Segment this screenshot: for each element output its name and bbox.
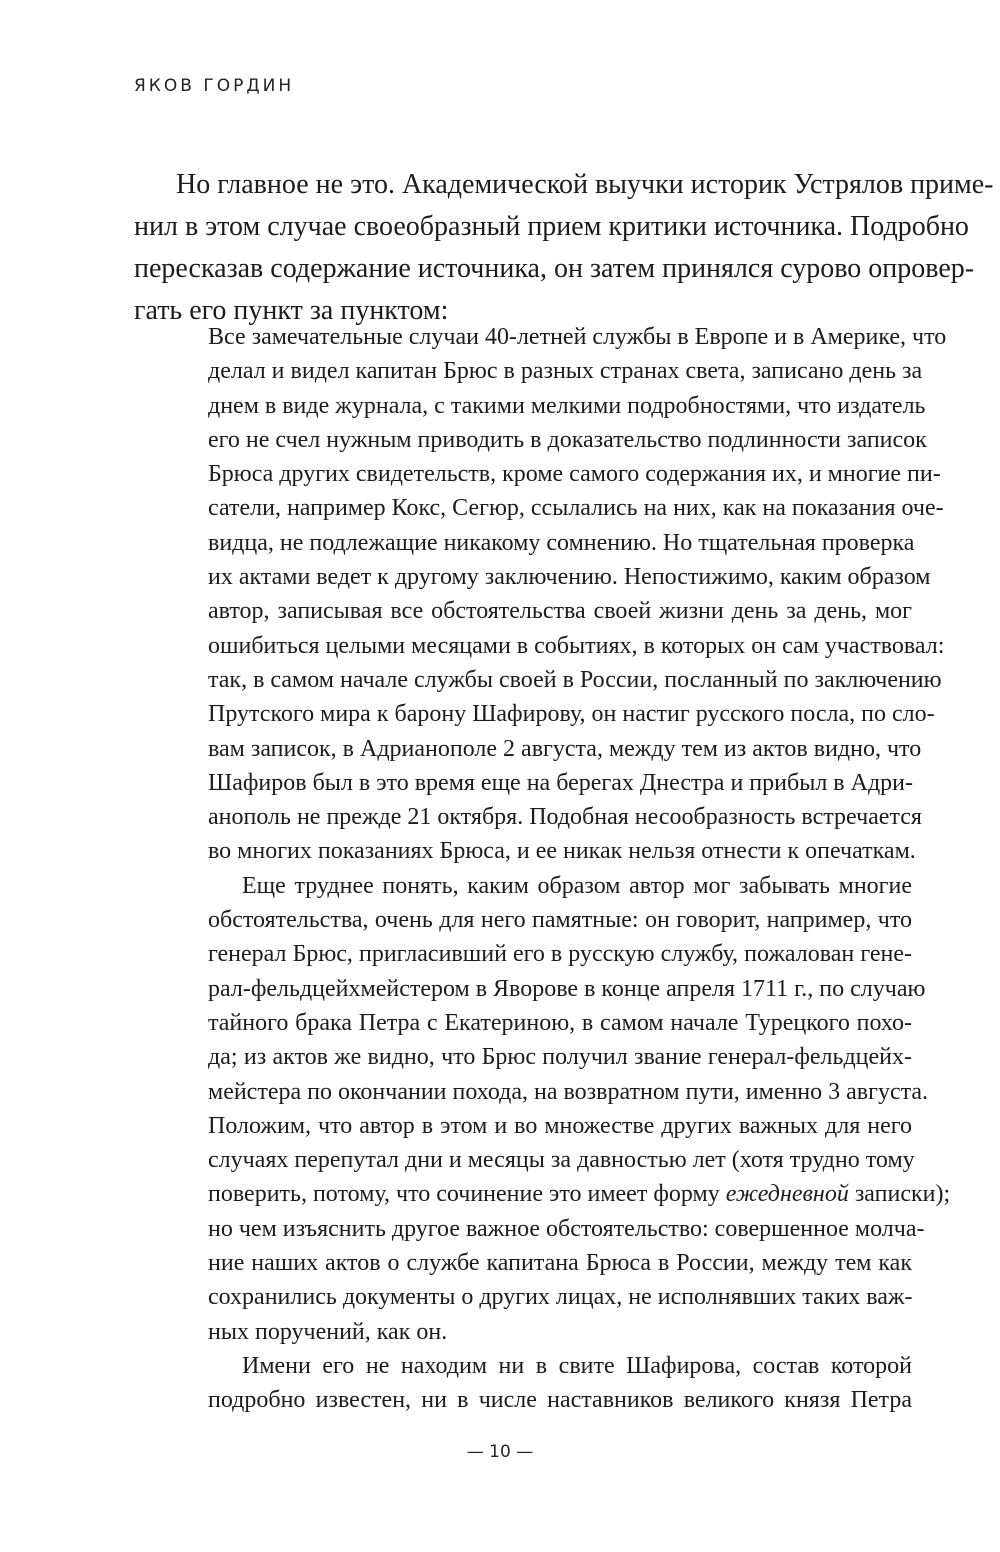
quote-line: вам записок, в Адрианополе 2 августа, между тем из актов видно, что (208, 735, 922, 762)
quote-line: Имени его не находим ни в свите Шафирова, состав которой (242, 1352, 912, 1379)
quote-line: днем в виде журнала, с такими мелкими подробностями, что издатель (208, 392, 926, 419)
italic-emphasis: ежедневной (725, 1181, 849, 1208)
intro-paragraph (134, 164, 994, 332)
quote-line: тайного брака Петра с Екатериною, в самом начале Турецкого похо- (208, 1009, 912, 1036)
quote-line: Брюса других свидетельств, кроме самого содержания их, и многие пи- (208, 461, 941, 488)
quote-paragraph-2 (208, 869, 951, 1349)
intro-line: нил в этом случае своеобразный прием критики источника. Подробно (134, 211, 969, 242)
quote-line: Еще труднее понять, каким образом автор мог забывать многие (242, 872, 912, 899)
quote-line: генерал Брюс, пригласивший его в русскую службу, пожалован гене- (208, 941, 912, 968)
quote-line: ошибиться целыми месяцами в событиях, в которых он сам участвовал: (208, 632, 945, 659)
quote-line: их актами ведет к другому заключению. Непостижимо, каким образом (208, 564, 931, 591)
quote-line: видца, не подлежащие никакому сомнению. Но тщательная проверка (208, 529, 915, 556)
quote-line: во многих показаниях Брюса, и ее никак нельзя отнести к опечаткам. (208, 838, 916, 865)
quote-line: случаях перепутал дни и месяцы за давностью лет (хотя трудно тому (208, 1147, 915, 1174)
quote-line: Положим, что автор в этом и во множестве других важных для него (208, 1112, 912, 1139)
quote-line: ние наших актов о службе капитана Брюса в России, между тем как (208, 1250, 912, 1277)
quote-line: Все замечательные случаи 40-летней службы в Европе и в Америке, что (208, 324, 947, 350)
quote-paragraph-1 (208, 320, 947, 869)
quote-line: сатели, например Кокс, Сегюр, ссылались на них, как на показания оче- (208, 495, 944, 522)
quote-line: автор, записывая все обстоятельства своей жизни день за день, мог (208, 598, 912, 625)
quote-text: поверить, потому, что сочинение это имеет форму (208, 1181, 726, 1208)
quote-text: записки); (848, 1181, 951, 1208)
quote-line: ных поручений, как он. (208, 1318, 448, 1345)
quote-line: Прутского мира к барону Шафирову, он настиг русского посла, по сло- (208, 701, 935, 728)
page-number: — 10 — (466, 1442, 534, 1462)
quote-line: рал-фельдцейхмейстером в Яворове в конце апреля 1711 г., по случаю (208, 975, 926, 1002)
quote-line: обстоятельства, очень для него памятные: он говорит, например, что (208, 907, 912, 934)
intro-line: пересказав содержание источника, он затем принялся сурово опровер- (134, 253, 975, 284)
intro-line: Но главное не это. Академической выучки историк Устрялов приме- (176, 169, 994, 200)
quote-line: его не счел нужным приводить в доказательство подлинности записок (208, 426, 927, 453)
quote-line: да; из актов же видно, что Брюс получил звание генерал-фельдцейх- (208, 1044, 912, 1071)
block-quote (208, 320, 951, 1418)
quote-line: мейстера по окончании похода, на возвратном пути, именно 3 августа. (208, 1078, 929, 1105)
quote-line: сохранились документы о других лицах, не исполнявших таких важ- (208, 1284, 913, 1311)
quote-line: Шафиров был в это время еще на берегах Днестра и прибыл в Адри- (208, 769, 913, 796)
quote-line: но чем изъяснить другое важное обстоятельство: совершенное молча- (208, 1215, 925, 1242)
quote-line: подробно известен, ни в числе наставников великого князя Петра (208, 1387, 912, 1414)
quote-paragraph-3 (208, 1349, 912, 1418)
quote-line: делал и видел капитан Брюс в разных странах света, записано день за (208, 358, 923, 385)
running-head: ЯКОВ ГОРДИН (134, 76, 295, 96)
intro-line: гать его пункт за пунктом: (134, 295, 449, 326)
quote-line-with-italic (208, 1177, 951, 1211)
quote-line: анополь не прежде 21 октября. Подобная несообразность встречается (208, 804, 922, 831)
quote-line: так, в самом начале службы своей в России, посланный по заключению (208, 666, 942, 693)
